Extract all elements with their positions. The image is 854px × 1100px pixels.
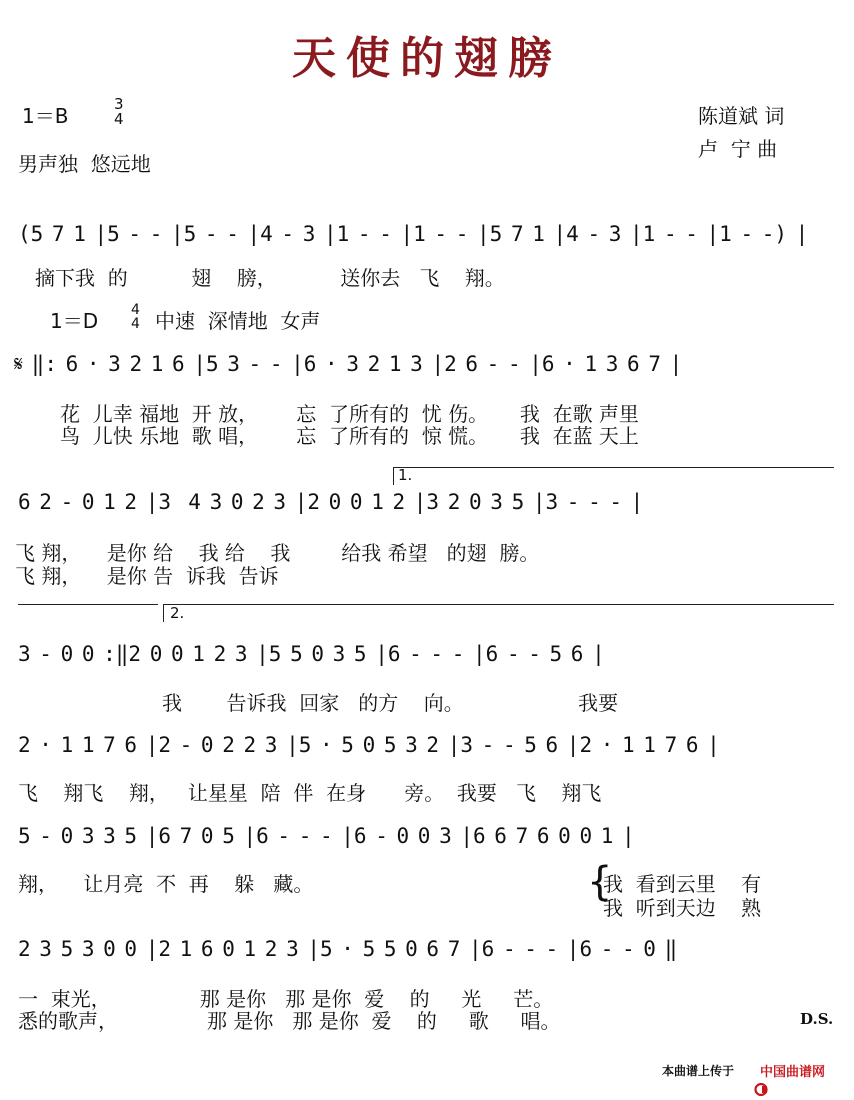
score-line-7: 2 3 5 3 0 0 |2 1 6 0 1 2 3 |5 · 5 5 0 6 7 |6 - - - |6 - - 0 ‖ xyxy=(18,937,678,961)
score-line-1: (5 7 1 |5 - - |5 - - |4 - 3 |1 - - |1 - - |5 7 1 |4 - 3 |1 - - |1 - -) | xyxy=(18,222,809,246)
score-line-6: 5 - 0 3 3 5 |6 7 0 5 |6 - - - |6 - 0 0 3 |6 6 7 6 0 0 1 | xyxy=(18,824,635,848)
tempo-direction: 中速 深情地 女声 xyxy=(155,309,321,333)
time-signature-1: 3 4 xyxy=(114,95,124,128)
lyric-line-6: 翔， 让月亮 不 再 躲 藏。 xyxy=(18,872,314,896)
upload-notice: 本曲谱上传于 xyxy=(662,1064,735,1078)
score-line-5: 2 · 1 1 7 6 |2 - 0 2 2 3 |5 · 5 0 5 3 2 |3 - - 5 6 |2 · 1 1 7 6 | xyxy=(18,733,720,757)
volta-ending-2: 2. xyxy=(170,604,185,622)
dal-segno-mark: D.S. xyxy=(800,1010,834,1028)
lyric-line-2a: 花 儿幸 福地 开 放， 忘 了所有的 忧 伤。 我 在歌 声里 xyxy=(60,402,639,426)
composer-credit: 卢 宁 曲 xyxy=(698,137,778,161)
lyricist-credit: 陈道斌 词 xyxy=(698,104,785,128)
lyric-line-3a: 飞 翔， 是你 给 我 给 我 给我 希望 的翅 膀。 xyxy=(15,541,540,565)
volta-bracket-1 xyxy=(393,467,834,468)
key-signature-1: 1＝B xyxy=(22,104,69,128)
lyric-brace: { xyxy=(587,859,613,905)
lyric-line-6b: 我 看到云里 有 xyxy=(603,872,762,896)
score-line-3: 6 2 - 0 1 2 |3 4 3 0 2 3 |2 0 0 1 2 |3 2 0 3 5 |3 - - - | xyxy=(18,490,644,514)
volta-bracket-2-edge xyxy=(163,604,164,622)
lyric-line-5: 飞 翔飞 翔， 让星星 陪 伴 在身 旁。 我要 飞 翔飞 xyxy=(18,781,602,805)
site-logo-text: 中国曲谱网 xyxy=(760,1065,826,1080)
score-line-4: 3 - 0 0 :‖2 0 0 1 2 3 |5 5 0 3 5 |6 - - - |6 - - 5 6 | xyxy=(18,642,605,666)
volta-bracket-2 xyxy=(163,604,834,605)
site-logo-icon xyxy=(744,1062,758,1075)
song-title: 天使的翅膀 xyxy=(292,33,562,84)
lyric-line-4: 我 告诉我 回家 的方 向。 我要 xyxy=(162,691,619,715)
volta-bracket-1-edge xyxy=(393,467,394,485)
lyric-line-7a: 一 束光， 那 是你 那 是你 爱 的 光 芒。 xyxy=(18,987,554,1011)
lyric-line-6c: 我 听到天边 熟 xyxy=(603,896,762,920)
score-line-2: 𝄋 ‖: 6 · 3 2 1 6 |5 3 - - |6 · 3 2 1 3 |2 6 - - |6 · 1 3 6 7 | xyxy=(14,352,683,376)
key-signature-2: 1＝D xyxy=(50,309,99,333)
volta-line xyxy=(18,604,158,605)
performer-direction: 男声独 悠远地 xyxy=(18,152,151,176)
time-signature-2: 4 4 xyxy=(131,302,140,332)
lyric-line-1: 摘下我 的 翅 膀， 送你去 飞 翔。 xyxy=(35,266,505,290)
lyric-line-7b: 悉的歌声， 那 是你 那 是你 爱 的 歌 唱。 xyxy=(18,1009,561,1033)
volta-ending-1: 1. xyxy=(398,466,413,484)
lyric-line-3b: 飞 翔， 是你 告 诉我 告诉 xyxy=(15,564,279,588)
lyric-line-2b: 鸟 儿快 乐地 歌 唱， 忘 了所有的 惊 慌。 我 在蓝 天上 xyxy=(60,424,639,448)
